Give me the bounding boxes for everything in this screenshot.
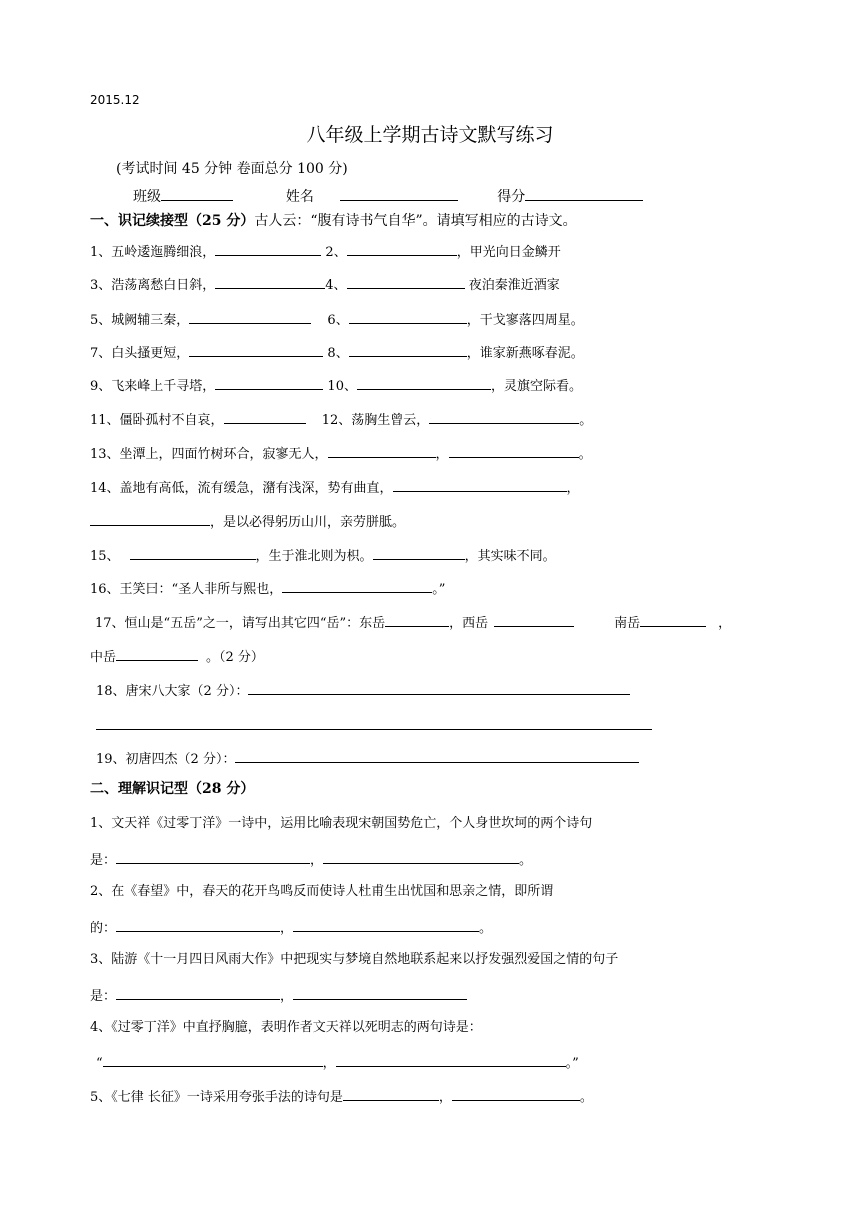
question-row [90, 646, 264, 667]
s2-q3-lead: 是： [90, 989, 117, 1004]
q19-text: 19、初唐四杰（2 分）： [96, 752, 236, 767]
q16-text-end: 。” [432, 582, 446, 597]
q12-blank[interactable] [429, 409, 579, 424]
q4-text: 4、 [325, 278, 347, 293]
q11-text: 11、僵卧孤村不自哀， [90, 413, 224, 428]
s2-q5-blank-2[interactable] [452, 1086, 580, 1101]
q18-blank-2[interactable] [96, 729, 652, 730]
s2-q2-blank-2[interactable] [293, 917, 479, 932]
q13-text: 13、坐潭上，四面竹树环合，寂寥无人， [90, 447, 328, 462]
question-row [90, 342, 584, 363]
s2-q2-text: 2、在《春望》中，春天的花开鸟鸣反而使诗人杜甫生出忧国和思亲之情，即所谓 [90, 884, 554, 899]
s2-q3-text: 3、陆游《十一月四日风雨大作》中把现实与梦境自然地联系起来以抒发强烈爱国之情的句子 [90, 952, 619, 967]
score-label: 得分 [497, 189, 526, 205]
question-row [90, 274, 560, 295]
q8-blank[interactable] [349, 342, 467, 357]
question-row [90, 578, 445, 599]
q4-text-end: 夜泊秦淮近酒家 [464, 278, 560, 293]
section1-heading: 一、识记续接型（25 分） [90, 213, 255, 229]
q17-text: 17、恒山是“五岳”之一，请写出其它四“岳”：东岳 [95, 616, 386, 631]
s2-q3-blank-1[interactable] [116, 985, 280, 1000]
q9-blank[interactable] [215, 375, 323, 390]
s2-q4-end: 。” [565, 1056, 579, 1071]
q19-blank[interactable] [235, 748, 639, 763]
s2-q5-sep: ， [438, 1090, 452, 1105]
s2-q4-blank-2[interactable] [336, 1052, 566, 1067]
s2-q4-sep: ， [322, 1056, 336, 1071]
q17-blank-center[interactable] [116, 646, 198, 661]
section1-header [90, 212, 577, 230]
question-row [90, 849, 532, 870]
q17-blank-west[interactable] [494, 612, 574, 627]
question-row [90, 545, 556, 566]
q1-blank[interactable] [215, 241, 321, 256]
q1-text: 1、五岭逶迤腾细浪， [90, 245, 216, 260]
q7-blank[interactable] [189, 342, 323, 357]
q11-blank[interactable] [224, 409, 306, 424]
question-row [90, 511, 405, 532]
q2-text-end: ，甲光向日金鳞开 [456, 245, 561, 260]
question-row [90, 985, 467, 1006]
name-blank[interactable] [340, 186, 458, 201]
q15-blank-1[interactable] [130, 545, 256, 560]
q10-text: 10、 [327, 379, 357, 394]
question-row [90, 477, 580, 498]
q18-text: 18、唐宋八大家（2 分）： [96, 684, 249, 699]
q17-blank-south[interactable] [640, 612, 706, 627]
q18-blank-1[interactable] [248, 680, 630, 695]
q14-blank-2[interactable] [90, 511, 210, 526]
s2-q4-blank-1[interactable] [103, 1052, 323, 1067]
q10-blank[interactable] [357, 375, 491, 390]
question-row [90, 309, 584, 330]
q15-blank-2[interactable] [373, 545, 465, 560]
q17-text-end: 。（2 分） [206, 650, 264, 665]
q6-text: 6、 [327, 313, 349, 328]
q3-text: 3、浩荡离愁白日斜， [90, 278, 216, 293]
question-row [95, 612, 731, 633]
q14-sep: ， [566, 481, 580, 496]
q14-text: 14、盖地有高低，流有缓急，潴有浅深，势有曲直， [90, 481, 393, 496]
s2-q1-end: 。 [519, 853, 533, 868]
q10-text-end: ，灵旗空际看。 [490, 379, 582, 394]
s2-q1-blank-2[interactable] [323, 849, 519, 864]
question-row [90, 917, 492, 938]
q6-blank[interactable] [349, 309, 467, 324]
s2-q5-blank-1[interactable] [343, 1086, 439, 1101]
question-row [90, 241, 561, 262]
q16-blank[interactable] [282, 578, 432, 593]
s2-q1-lead: 是： [90, 853, 117, 868]
exam-info: (考试时间 45 分钟 卷面总分 100 分) [116, 161, 348, 177]
q17-south-label: 南岳 [614, 616, 641, 631]
q8-text: 8、 [327, 346, 349, 361]
name-label: 姓名 [285, 189, 314, 205]
q17-west-label: ，西岳 [449, 616, 489, 631]
question-row [96, 1052, 579, 1073]
s2-q4-text: 4、《过零丁洋》中直抒胸臆，表明作者文天祥以死明志的两句诗是： [90, 1020, 482, 1035]
q5-text: 5、城阙辅三秦， [90, 313, 190, 328]
q13-blank-1[interactable] [328, 443, 436, 458]
question-row [90, 1086, 593, 1107]
q13-blank-2[interactable] [449, 443, 579, 458]
question-row [90, 409, 592, 430]
s2-q5-end: 。 [579, 1090, 593, 1105]
s2-q2-sep: ， [280, 921, 294, 936]
q17-center-label: 中岳 [90, 650, 117, 665]
s2-q3-blank-2[interactable] [293, 985, 467, 1000]
q2-text: 2、 [325, 245, 347, 260]
q16-text: 16、王笑曰：“圣人非所与熙也， [90, 582, 283, 597]
q6-text-end: ，干戈寥落四周星。 [466, 313, 584, 328]
page-title: 八年级上学期古诗文默写练习 [306, 124, 554, 146]
student-info-row [133, 186, 643, 206]
section1-intro: 古人云：“腹有诗书气自华”。请填写相应的古诗文。 [254, 213, 577, 229]
q17-blank-east[interactable] [385, 612, 449, 627]
s2-q1-sep: ， [310, 853, 324, 868]
question-row [90, 375, 582, 396]
q4-blank[interactable] [347, 274, 465, 289]
q12-text-end: 。 [579, 413, 593, 428]
s2-q4-open-quote: “ [96, 1056, 103, 1071]
q14-blank-1[interactable] [393, 477, 567, 492]
question-row [96, 748, 639, 769]
q7-text: 7、白头搔更短， [90, 346, 190, 361]
s2-q1-text: 1、文天祥《过零丁洋》一诗中，运用比喻表现宋朝国势危亡，个人身世坎坷的两个诗句 [90, 816, 593, 831]
q9-text: 9、飞来峰上千寻塔， [90, 379, 216, 394]
section2-heading: 二、理解识记型（28 分） [90, 781, 255, 797]
question-row [96, 680, 630, 701]
score-blank[interactable] [525, 186, 643, 201]
q13-text-end: 。 [578, 447, 592, 462]
q5-blank[interactable] [189, 309, 311, 324]
class-blank[interactable] [161, 186, 233, 201]
q13-sep: ， [435, 447, 449, 462]
s2-q2-lead: 的： [90, 921, 117, 936]
section2-header [90, 780, 254, 798]
s2-q2-blank-1[interactable] [116, 917, 280, 932]
q14-text-end: ，是以必得躬历山川，亲劳胼胝。 [210, 515, 406, 530]
question-row [90, 443, 592, 464]
q12-text: 12、荡胸生曾云， [321, 413, 430, 428]
q3-blank[interactable] [215, 274, 325, 289]
s2-q1-blank-1[interactable] [116, 849, 310, 864]
q15-text: 15、 [90, 549, 120, 564]
s2-q2-end: 。 [479, 921, 493, 936]
q2-blank[interactable] [347, 241, 457, 256]
s2-q3-sep: ， [280, 989, 294, 1004]
q8-text-end: ，谁家新燕啄春泥。 [466, 346, 584, 361]
q15-text-mid: ，生于淮北则为枳。 [255, 549, 373, 564]
s2-q5-text: 5、《七律 长征》一诗采用夸张手法的诗句是 [90, 1090, 343, 1105]
class-label: 班级 [133, 189, 161, 205]
q15-text-end: ，其实味不同。 [464, 549, 556, 564]
date: 2015.12 [90, 93, 140, 107]
q17-sep: ， [718, 616, 732, 631]
